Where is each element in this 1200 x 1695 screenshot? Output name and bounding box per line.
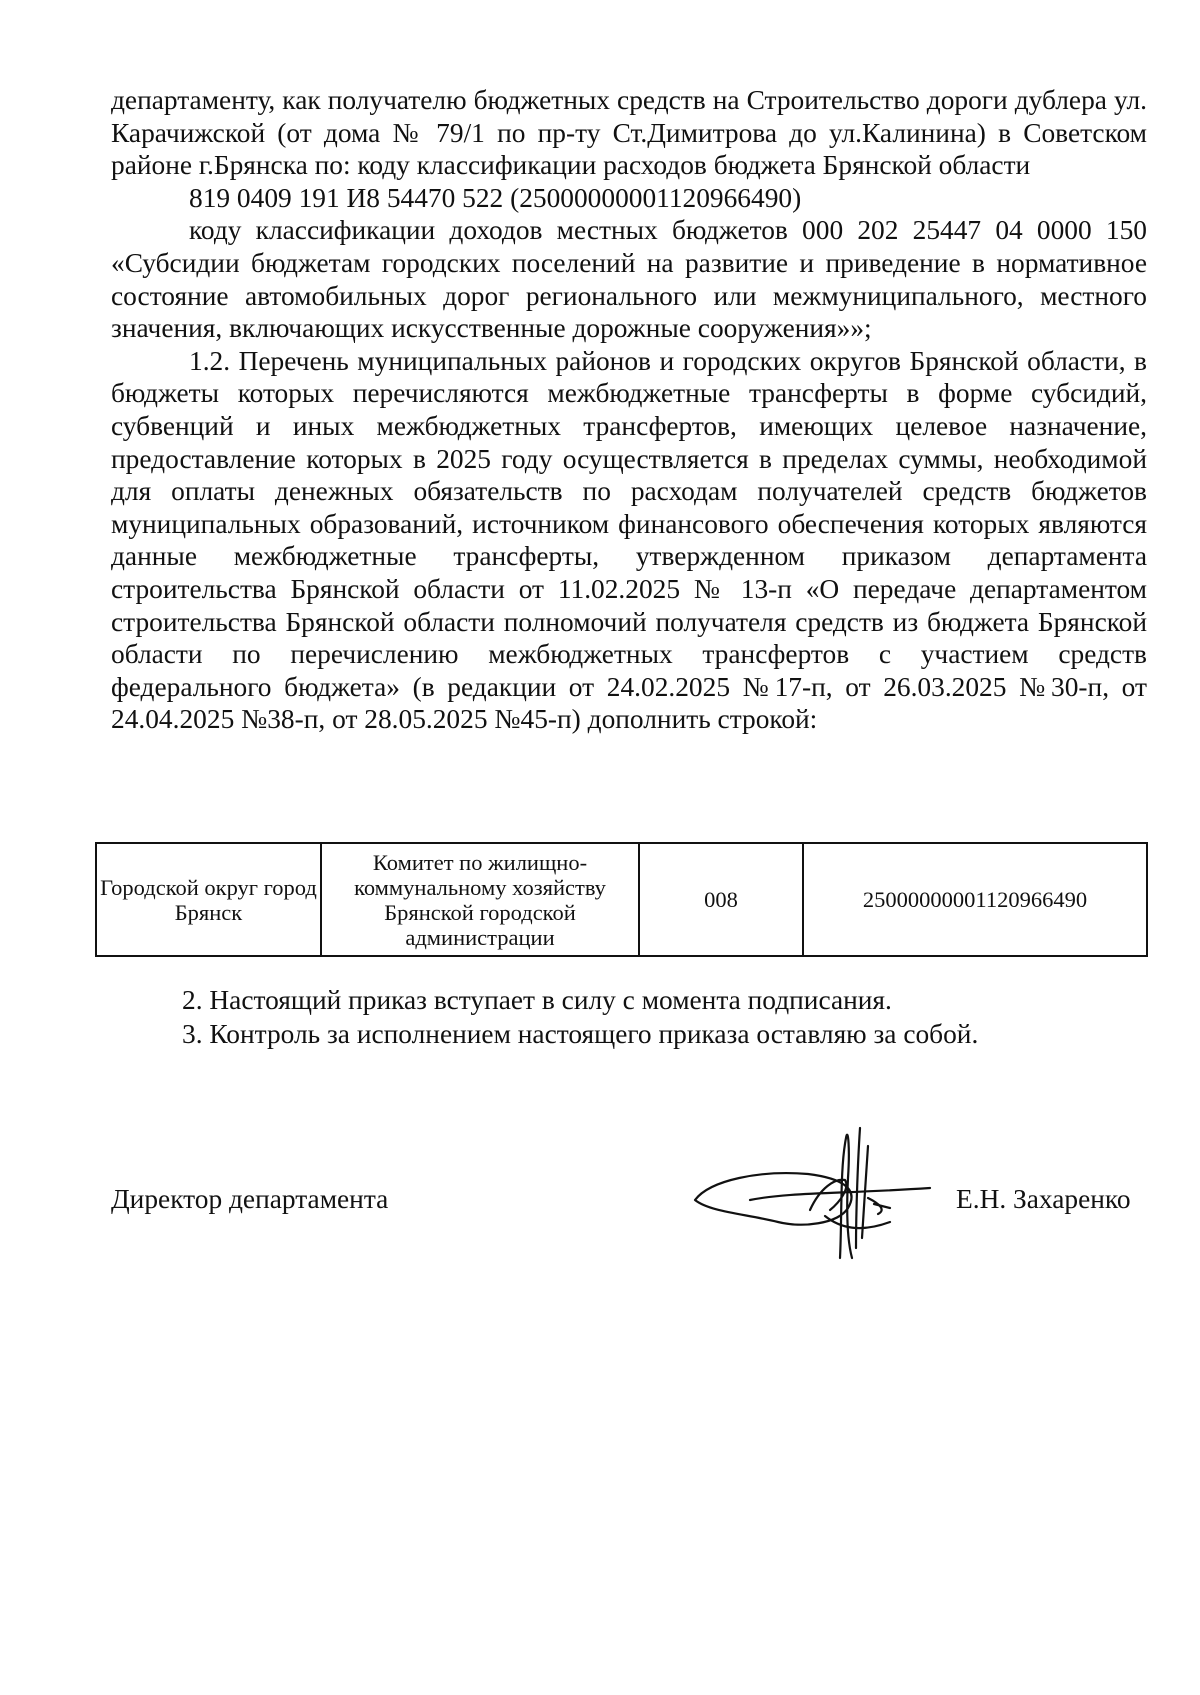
body-text bbox=[111, 84, 1147, 736]
paragraph-recipient: департаменту, как получателю бюджетных средств на Строительство дороги дублера ул. Карачижской (от дома № 79/1 по пр-ту Ст.Димитрова до ул.Калинина) в Советском районе г.Брянска по: коду классификации расходов бюджета Брянской области bbox=[111, 85, 1147, 181]
signatory-name: Е.Н. Захаренко bbox=[956, 1184, 1131, 1214]
paragraph-expense-code: 819 0409 191 И8 54470 522 (25000000001120966490) bbox=[189, 182, 802, 213]
clause-3: 3. Контроль за исполнением настоящего приказа оставляю за собой. bbox=[182, 1019, 979, 1049]
paragraph-1-2: 1.2. Перечень муниципальных районов и городских округов Брянской области, в бюджеты которых перечисляются межбюджетные трансферты в форме субсидий, субвенций и иных межбюджетных трансфертов, имеющих целевое назначение, предоставление которых в 2025 году осуществляется в пределах суммы, необходимой для оплаты денежных обязательств по расходам получателей средств бюджетов муниципальных образований, источником финансового обеспечения которых являются данные межбюджетные трансферты, утвержденном приказом департамента строительства Брянской области от 11.02.2025 № 13-п «О передаче департаментом строительства Брянской области полномочий получателя средств из бюджета Брянской области по перечислению межбюджетных трансфертов с участием средств федерального бюджета» (в редакции от 24.02.2025 №17-п, от 26.03.2025 №30-п, от 24.04.2025 №38-п, от 28.05.2025 №45-п) дополнить строкой: bbox=[111, 345, 1147, 735]
municipality-cell: Городской округ город Брянск bbox=[96, 843, 321, 956]
signatory-title: Директор департамента bbox=[111, 1184, 389, 1214]
target-code-cell: 25000000001120966490 bbox=[803, 843, 1147, 956]
transfer-table bbox=[95, 842, 1148, 957]
table-row bbox=[96, 843, 1147, 956]
recipient-cell: Комитет по жилищно-коммунальному хозяйству Брянской городской администрации bbox=[321, 843, 639, 956]
paragraph-income-code: коду классификации доходов местных бюджетов 000 202 25447 04 0000 150 «Субсидии бюджетам городских поселений на развитие и приведение в нормативное состояние автомобильных дорог регионального или межмуниципального, местного значения, включающих искусственные дорожные сооружения»»; bbox=[111, 215, 1147, 344]
closing-clauses bbox=[182, 983, 1122, 1051]
code-cell: 008 bbox=[639, 843, 803, 956]
handwritten-signature bbox=[690, 1118, 940, 1268]
clause-2: 2. Настоящий приказ вступает в силу с момента подписания. bbox=[182, 985, 892, 1015]
